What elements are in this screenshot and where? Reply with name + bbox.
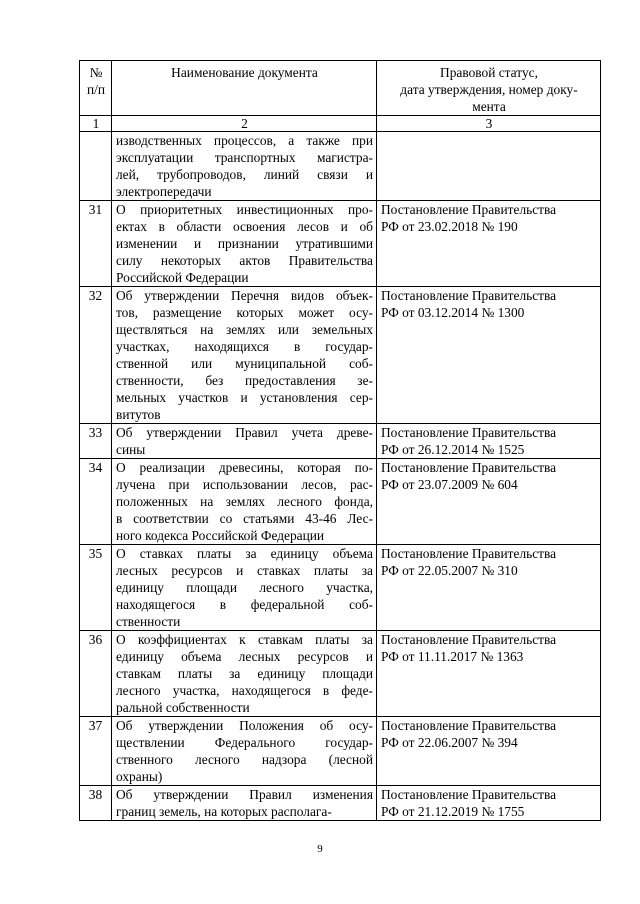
row-number: 35 <box>80 545 112 631</box>
table-row <box>80 132 601 201</box>
table-row <box>80 459 601 545</box>
document-name <box>112 424 377 459</box>
row-number <box>80 132 112 201</box>
document-name <box>112 631 377 717</box>
legal-status <box>377 287 601 424</box>
legal-status <box>377 459 601 545</box>
table-row <box>80 786 601 821</box>
document-name-line: ственности <box>116 614 181 629</box>
legal-status-line: РФ от 23.02.2018 № 190 <box>381 219 518 234</box>
legal-status <box>377 786 601 821</box>
document-name <box>112 287 377 424</box>
document-name-line: границ земель, на которых располага- <box>116 804 332 819</box>
document-name-line: находящегося в федеральной соб- <box>116 597 373 612</box>
page-number: 9 <box>317 843 323 855</box>
table-header-row <box>80 61 601 116</box>
document-name <box>112 717 377 786</box>
document-name-line: Об утверждении Положения об осу- <box>116 718 373 733</box>
document-name-line: ществляться на землях или земельных <box>116 322 373 337</box>
document-name-line: Об утверждении Правил учета древе- <box>116 425 373 440</box>
document-name-line: изменении и признании утратившими <box>116 236 373 251</box>
legal-status-line: Постановление Правительства <box>381 460 557 475</box>
document-name-line: витутов <box>116 407 161 422</box>
document-name-line: О реализации древесины, которая по- <box>116 460 373 475</box>
legal-status-line: РФ от 22.06.2007 № 394 <box>381 735 518 750</box>
document-name <box>112 132 377 201</box>
header-name-cell <box>112 61 377 116</box>
table-row <box>80 631 601 717</box>
row-number: 34 <box>80 459 112 545</box>
header-number-line1: № <box>89 65 103 80</box>
legal-status-line: Постановление Правительства <box>381 718 557 733</box>
document-name-line: эксплуатации транспортных магистра- <box>116 150 373 165</box>
document-name-line: ного кодекса Российской Федерации <box>116 528 325 543</box>
column-index-2: 2 <box>112 116 377 132</box>
document-name <box>112 545 377 631</box>
row-number: 37 <box>80 717 112 786</box>
table-row <box>80 287 601 424</box>
row-number: 32 <box>80 287 112 424</box>
legal-status-line: РФ от 11.11.2017 № 1363 <box>381 649 524 664</box>
document-name-line: единицу площади лесного участка, <box>116 580 373 595</box>
document-name-line: О ставках платы за единицу объема <box>116 546 373 561</box>
legal-status <box>377 631 601 717</box>
document-name-line: охраны) <box>116 769 163 784</box>
legal-status-line: РФ от 23.07.2009 № 604 <box>381 477 518 492</box>
row-number: 38 <box>80 786 112 821</box>
column-index-3: 3 <box>377 116 601 132</box>
table-row <box>80 545 601 631</box>
document-name-line: положенных на землях лесного фонда, <box>116 494 373 509</box>
document-name-line: изводственных процессов, а также при <box>116 133 373 148</box>
legal-status-line: РФ от 21.12.2019 № 1755 <box>381 804 525 819</box>
legal-status-line: РФ от 22.05.2007 № 310 <box>381 563 518 578</box>
document-name <box>112 786 377 821</box>
document-name-line: тов, размещение которых может осу- <box>116 305 373 320</box>
document-name-line: лесных ресурсов и ставках платы за <box>116 563 373 578</box>
document-name-line: ственного лесного надзора (лесной <box>116 752 373 767</box>
legal-status-line: Постановление Правительства <box>381 632 557 647</box>
header-status-line2: дата утверждения, номер доку- <box>400 82 578 97</box>
row-number: 36 <box>80 631 112 717</box>
legal-status-line: РФ от 26.12.2014 № 1525 <box>381 442 525 457</box>
column-index-1: 1 <box>80 116 112 132</box>
legal-status-line: Постановление Правительства <box>381 546 557 561</box>
document-name-line: в соответствии со статьями 43-46 Лес- <box>116 511 373 526</box>
legal-status <box>377 717 601 786</box>
row-number: 31 <box>80 201 112 287</box>
document-name-line: лесного участка, находящегося в феде- <box>116 683 373 698</box>
column-index-row <box>80 116 601 132</box>
legal-status <box>377 201 601 287</box>
document-name-line: лучена при использовании лесов, рас- <box>116 477 373 492</box>
document-name-line: ставкам платы за единицу площади <box>116 666 373 681</box>
header-number-line2: п/п <box>86 82 106 97</box>
header-status-line3: мента <box>472 99 506 114</box>
table-row <box>80 717 601 786</box>
table-row <box>80 424 601 459</box>
document-name-line: сины <box>116 442 146 457</box>
document-name <box>112 201 377 287</box>
document-name-line: Об утверждении Перечня видов объек- <box>116 288 373 303</box>
document-name-line: О приоритетных инвестиционных про- <box>116 202 373 217</box>
legal-status-line: Постановление Правительства <box>381 288 557 303</box>
header-number-cell <box>80 61 112 116</box>
document-name-line: силу некоторых актов Правительства <box>116 253 373 268</box>
document-name-line: Об утверждении Правил изменения <box>116 787 373 802</box>
legal-status-line: Постановление Правительства <box>381 202 557 217</box>
legal-status <box>377 424 601 459</box>
row-number: 33 <box>80 424 112 459</box>
document-name-line: ственности, без предоставления зе- <box>116 373 373 388</box>
document-name-line: электропередачи <box>116 184 212 199</box>
legal-status <box>377 132 601 201</box>
header-status-line1: Правовой статус, <box>440 65 538 80</box>
legal-status-line: Постановление Правительства <box>381 425 557 440</box>
document-name-line: ектах в области освоения лесов и об <box>116 219 373 234</box>
legal-status-line: РФ от 03.12.2014 № 1300 <box>381 305 525 320</box>
table-body <box>80 132 601 821</box>
document-name <box>112 459 377 545</box>
documents-table <box>79 60 601 821</box>
document-name-line: участках, находящихся в государ- <box>116 339 373 354</box>
table-row <box>80 201 601 287</box>
document-name-line: лей, трубопроводов, линий связи и <box>116 167 373 182</box>
document-name-line: Российской Федерации <box>116 270 249 285</box>
header-status-cell <box>377 61 601 116</box>
header-name-text: Наименование документа <box>171 65 318 80</box>
legal-status <box>377 545 601 631</box>
document-name-line: мельных участков и установления сер- <box>116 390 373 405</box>
document-name-line: единицу объема лесных ресурсов и <box>116 649 373 664</box>
document-name-line: ществлении Федерального государ- <box>116 735 373 750</box>
legal-status-line: Постановление Правительства <box>381 787 557 802</box>
document-name-line: ственной или муниципальной соб- <box>116 356 373 371</box>
document-name-line: О коэффициентах к ставкам платы за <box>116 632 373 647</box>
document-name-line: ральной собственности <box>116 700 250 715</box>
